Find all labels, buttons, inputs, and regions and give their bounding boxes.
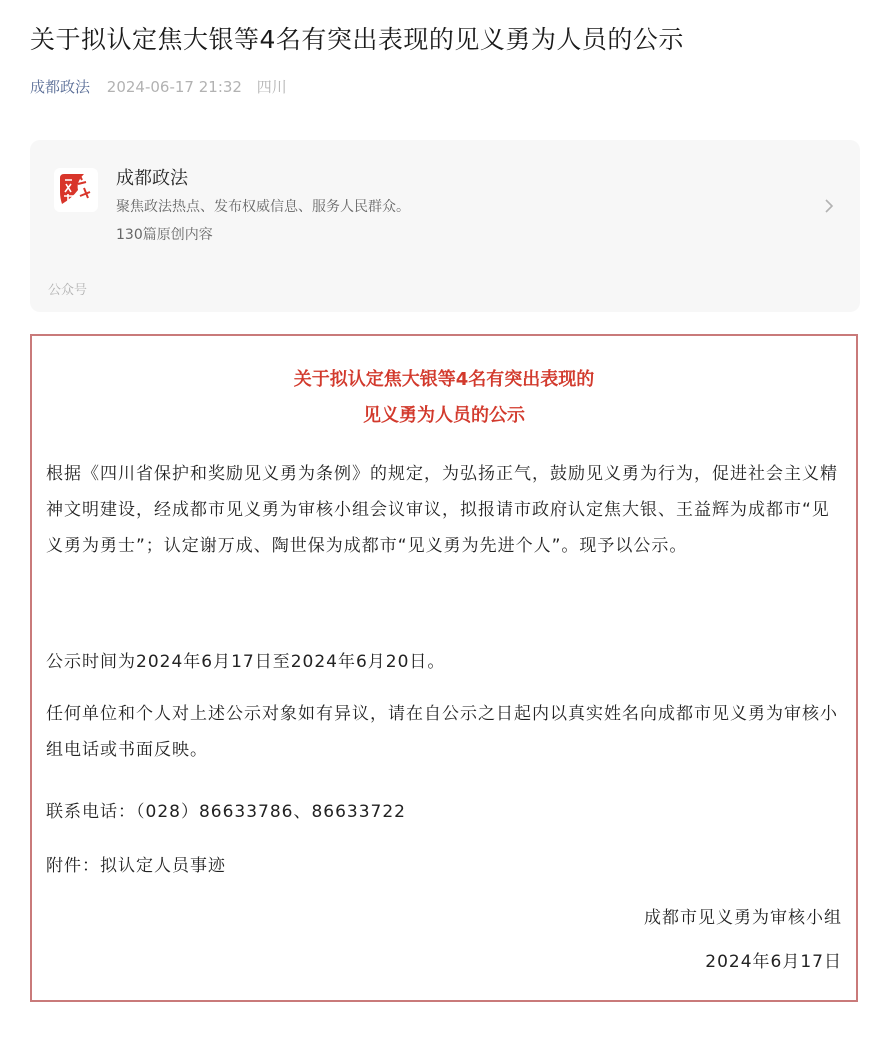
account-link[interactable]: 成都政法	[30, 78, 91, 96]
seal-logo-icon	[54, 168, 98, 212]
publish-location: 四川	[256, 78, 287, 96]
notice-document	[30, 334, 858, 1002]
notice-paragraph-period: 公示时间为2024年6月17日至2024年6月20日。	[46, 652, 446, 672]
account-card[interactable]	[30, 140, 860, 312]
article-title: 关于拟认定焦大银等4名有突出表现的见义勇为人员的公示	[30, 25, 684, 54]
notice-heading	[32, 362, 856, 434]
notice-paragraph-objection: 任何单位和个人对上述公示对象如有异议，请在自公示之日起内以真实姓名向成都市见义勇为审核小组电话或书面反映。	[46, 704, 838, 760]
account-logo	[54, 168, 98, 212]
article-meta	[30, 76, 287, 98]
publish-datetime: 2024-06-17 21:32	[106, 78, 242, 96]
notice-heading-line1: 关于拟认定焦大银等4名有突出表现的	[293, 369, 595, 390]
notice-paragraph-main: 根据《四川省保护和奖励见义勇为条例》的规定，为弘扬正气，鼓励见义勇为行为，促进社会主义精神文明建设，经成都市见义勇为审核小组会议审议，拟报请市政府认定焦大银、王益辉为成都市“见义勇为勇士”；认定谢万成、陶世保为成都市“见义勇为先进个人”。现予以公示。	[46, 464, 838, 556]
notice-contact-phone: 联系电话：（028）86633786、86633722	[46, 802, 407, 822]
account-description: 聚焦政法热点、发布权威信息、服务人民群众。	[116, 199, 410, 215]
original-article-count: 130篇原创内容	[116, 227, 213, 243]
chevron-right-icon[interactable]	[822, 196, 836, 216]
notice-heading-line2: 见义勇为人员的公示	[363, 405, 525, 426]
notice-attachment: 附件：拟认定人员事迹	[46, 856, 226, 876]
account-name: 成都政法	[116, 168, 188, 189]
account-type-label: 公众号	[48, 283, 88, 298]
notice-signature: 成都市见义勇为审核小组	[644, 908, 842, 928]
notice-sign-date: 2024年6月17日	[705, 952, 842, 972]
